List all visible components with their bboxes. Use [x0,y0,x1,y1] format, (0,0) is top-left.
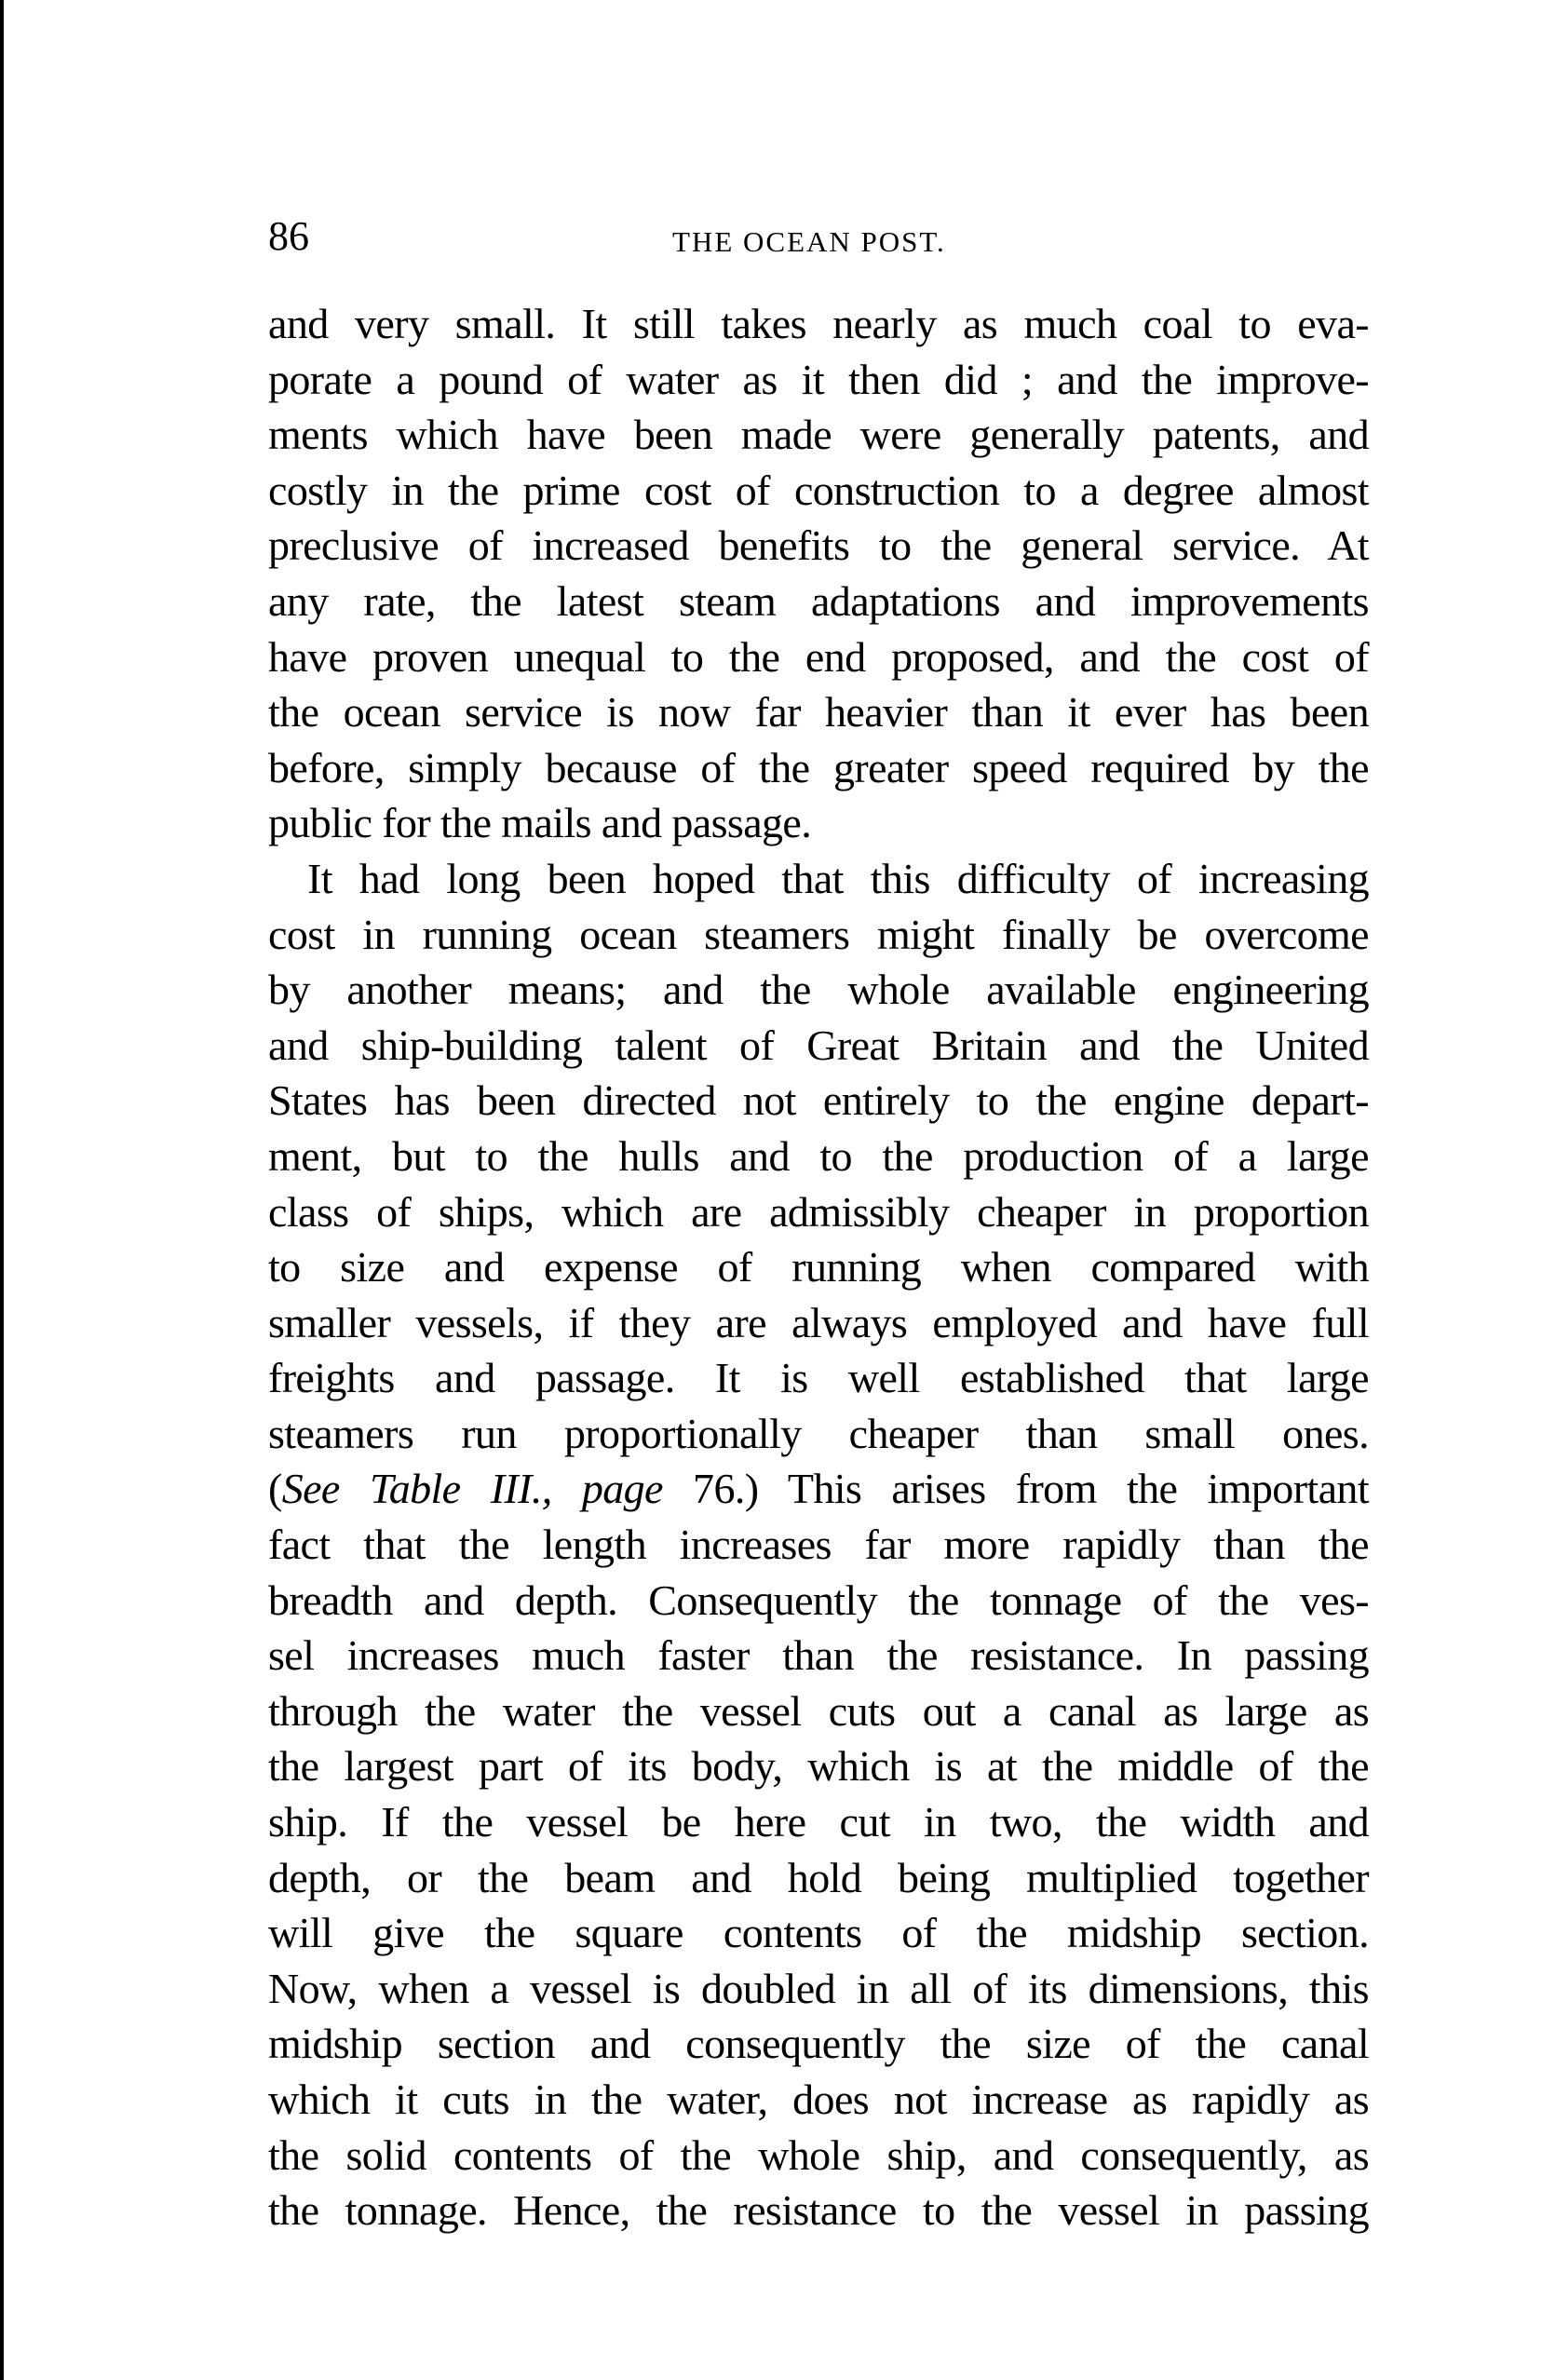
text-line: cost in running ocean steamers might finally be overcome [268,910,1369,958]
text-line: have proven unequal to the end proposed, and the cost of [268,632,1369,681]
text-line: freights and passage. It is well established that large [268,1354,1369,1402]
text-line: steamers run proportionally cheaper than small ones. [268,1409,1369,1457]
text-line: sel increases much faster than the resistance. In passing [268,1631,1369,1680]
text-line: depth, or the beam and hold being multiplied together [268,1853,1369,1901]
paragraph-end-line: public for the mails and passage. [268,799,812,847]
text-line: smaller vessels, if they are always employed and have full [268,1298,1369,1346]
text-line: Now, when a vessel is doubled in all of its dimensions, this [268,1964,1369,2012]
text-line: which it cuts in the water, does not increase as rapidly as [268,2076,1369,2123]
page-header [268,210,1369,263]
text-line: class of ships, which are admissibly cheaper in proportion [268,1187,1369,1236]
text-line: any rate, the latest steam adaptations and improvements [268,576,1369,625]
table-reference-line [268,1461,1369,1517]
text-line: will give the square contents of the midship section. [268,1909,1369,1957]
open-paren: ( [268,1465,282,1513]
paragraph-start-line: It had long been hoped that this difficulty of increasing [307,854,1369,902]
text-line: to size and expense of running when compared with [268,1243,1369,1291]
text-line: fact that the length increases far more rapidly than the [268,1521,1369,1569]
text-line: ments which have been made were generally patents, and [268,411,1369,459]
text-line: States has been directed not entirely to the engine depart- [268,1076,1369,1125]
text-line: costly in the prime cost of construction to a degree almost [268,466,1369,514]
reference-page-number: 76.) [662,1465,759,1513]
text-line: breadth and depth. Consequently the tonnage of the ves- [268,1575,1369,1624]
text-line: ment, but to the hulls and to the production of a large [268,1131,1369,1180]
text-line: the solid contents of the whole ship, and consequently, as [268,2130,1369,2179]
text-line: before, simply because of the greater speed required by the [268,743,1369,791]
reference-line-rest: This arises from the important [758,1465,1369,1513]
text-line: the tonnage. Hence, the resistance to the vessel in passing [268,2186,1369,2235]
text-line: by another means; and the whole available engineering [268,966,1369,1014]
text-line: and very small. It still takes nearly as much coal to eva- [268,300,1369,347]
text-line: porate a pound of water as it then did ; and the improve- [268,355,1369,403]
text-line: ship. If the vessel be here cut in two, the width and [268,1798,1369,1846]
body-text [268,296,1369,2238]
text-line: through the water the vessel cuts out a canal as large as [268,1686,1369,1735]
running-title: THE OCEAN POST. [672,225,946,258]
scan-edge-border [0,0,4,2380]
text-line: the ocean service is now far heavier than it ever has been [268,688,1369,737]
table-reference: See Table III., page [281,1465,663,1513]
text-line: preclusive of increased benefits to the general service. At [268,521,1369,570]
text-line: and ship-building talent of Great Britain and the United [268,1021,1369,1069]
page-number: 86 [268,213,309,259]
text-line: midship section and consequently the size of the canal [268,2020,1369,2068]
text-line: the largest part of its body, which is at the middle of the [268,1742,1369,1791]
